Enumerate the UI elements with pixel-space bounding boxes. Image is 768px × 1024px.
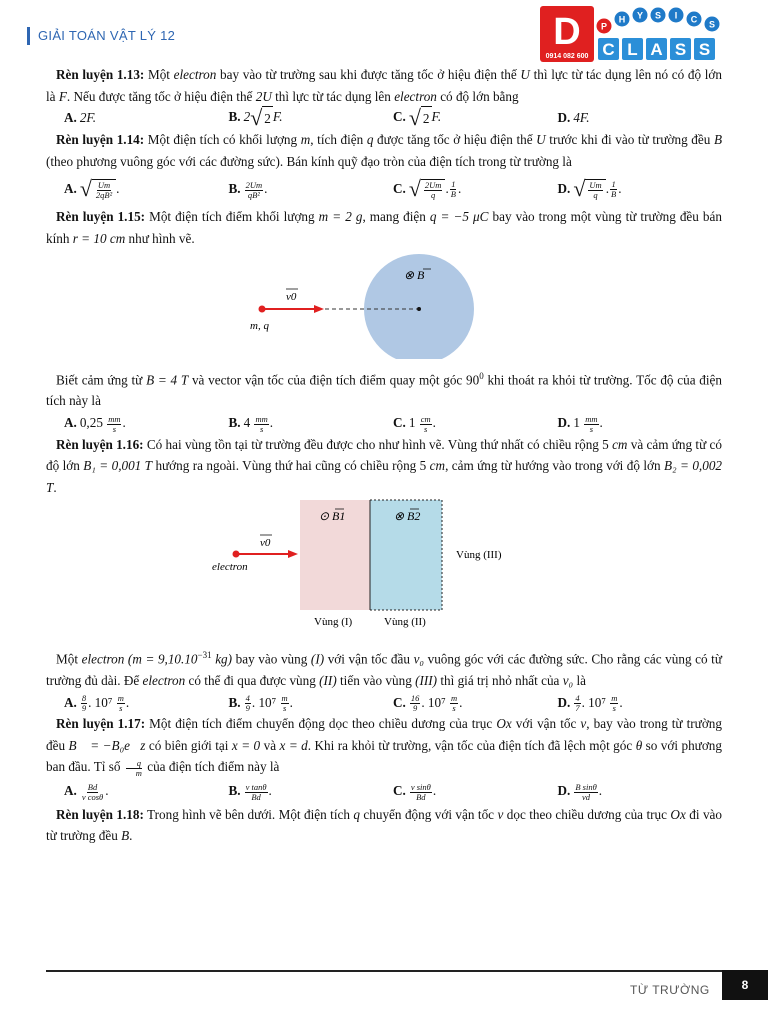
logo-class-letter: S <box>674 40 687 59</box>
exercise-label: Rèn luyện 1.14: <box>56 132 145 147</box>
option-b: B. 4 $\frac{mm}{s}$ . <box>228 413 274 434</box>
exercise-1-13: Rèn luyện 1.13: Một electron bay vào từ trường sau khi được tăng tốc ở hiệu điện thế U thì lực từ tác dụng lên nó có độ lớn là F. Nếu được tăng tốc ở hiệu điện thế 2U thì lực từ tác dụng lên electron có độ lớn bằng <box>46 67 722 104</box>
option-a: A. 2F. <box>64 110 97 126</box>
logo-physics-letter: C <box>690 14 698 25</box>
logo-d-letter: D <box>553 11 581 53</box>
logo-phone: 0914 082 600 <box>545 53 589 60</box>
option-c: C. 1 $\frac{cm}{s}$ . <box>393 413 436 434</box>
option-b: B. 2 √ 2 F. <box>228 105 283 131</box>
velocity-arrow-head <box>314 305 324 313</box>
logo-class-letter: A <box>650 40 663 59</box>
footer-divider <box>46 970 722 972</box>
electron-label: electron <box>212 561 248 574</box>
page-header-title: GIẢI TOÁN VẬT LÝ 12 <box>38 28 176 43</box>
charge-point <box>259 306 266 313</box>
page-content <box>46 64 722 847</box>
answer-options <box>46 691 722 713</box>
exercise-1-18: Rèn luyện 1.18: Trong hình vẽ bên dưới. Một điện tích q chuyển động với vận tốc v dọc theo chiều dương của trục Ox đi vào từ trường đều B. <box>46 806 722 844</box>
exercise-label: Rèn luyện 1.15: <box>56 209 146 224</box>
option-b: B. $\frac{4}{9}$ . 10⁷ $\frac{m}{s}$ . <box>228 693 293 713</box>
option-d: D. 4F. <box>557 110 590 126</box>
page-number: 8 <box>722 970 768 1000</box>
zone-1-label: Vùng (I) <box>314 616 353 629</box>
footer-section-title: TỪ TRƯỜNG <box>630 983 710 997</box>
option-d: D. 1 $\frac{mm}{s}$ . <box>557 413 603 434</box>
option-c: C. √ 2 F. <box>393 105 442 131</box>
exercise-1-15: Rèn luyện 1.15: Một điện tích điểm khối lượng m = 2 g, mang điện q = −5 μC bay vào trong một vùng từ trường đều bán kính r = 10 cm như hình vẽ. <box>46 209 722 246</box>
logo-physics-letter: S <box>654 10 662 21</box>
exercise-label: Rèn luyện 1.13: <box>56 67 145 82</box>
zone-2-label: Vùng (II) <box>384 616 426 629</box>
logo-physics-letter: P <box>600 21 608 32</box>
option-c: C. $\frac{16}{9}$ . 10⁷ $\frac{m}{s}$ . <box>393 693 463 713</box>
option-a: A. 0,25 $\frac{mm}{s}$ . <box>64 413 126 434</box>
answer-options <box>46 778 722 804</box>
exercise-1-16: Rèn luyện 1.16: Có hai vùng tồn tại từ trường đều được cho như hình vẽ. Vùng thứ nhất có chiều rộng 5 cm và cảm ứng từ có độ lớn B₁ = 0,001 T hướng ra ngoài. Vùng thứ hai cũng có chiều rộng 5 cm, cảm ứng từ hướng vào trong với độ lớn B₂ = 0,002 T. <box>46 436 723 495</box>
logo-physics-letter: Y <box>636 10 644 21</box>
option-a: A. $\frac{8}{9}$ . 10⁷ $\frac{m}{s}$ . <box>64 693 130 713</box>
answer-options <box>46 107 722 129</box>
logo-physics-letter: H <box>618 14 626 25</box>
circle-center <box>417 307 421 311</box>
option-c: C. $\frac{\text{v sinθ}}{Bd}$ . <box>393 781 437 802</box>
logo-physics-letter: I <box>674 10 678 21</box>
exercise-1-14: Rèn luyện 1.14: Một điện tích có khối lượng m, tích điện q được tăng tốc ở hiệu điện thế U trước khi đi vào từ trường đều B (theo phương vuông góc với các đường sức). Bán kính quỹ đạo tròn của điện tích trong từ trường là <box>46 132 722 169</box>
logo-class-letter: S <box>698 40 711 59</box>
physics-class-logo <box>540 6 720 64</box>
logo-class-letter: C <box>602 40 615 59</box>
field-b-label: ⊗ B <box>404 268 425 282</box>
exercise-label: Rèn luyện 1.16: <box>56 436 144 452</box>
option-b: B. $\frac{2Um}{\text{qB²}}$ . <box>228 179 268 200</box>
logo-physics-letters <box>597 8 720 34</box>
velocity-label: v0 <box>286 291 297 303</box>
exercise-label: Rèn luyện 1.17: <box>56 716 146 732</box>
exercise-label: Rèn luyện 1.18: <box>56 806 144 822</box>
exercise-1-15-continued: Biết cảm ứng từ B = 4 T và vector vận tốc của điện tích điểm quay một góc $90^0$ khi thoát ra khỏi từ trường. Tốc độ của điện tích này là <box>46 370 723 409</box>
header-accent-bar <box>27 27 30 45</box>
zone-3-label: Vùng (III) <box>456 549 502 562</box>
b1-label: ⊙ B1 <box>319 509 346 524</box>
exercise-1-16-continued: Một electron ($m = 9,10.10^{-31}$ kg) bay vào vùng (I) với vận tốc đầu v₀ vuông góc với các đường sức. Cho rằng các vùng có từ trường đủ dài. Để electron có thể đi qua được vùng (II) tiến vào vùng (III) thì giá trị nhỏ nhất của v₀ là <box>46 649 722 688</box>
electron-velocity-arrow-head <box>288 550 298 558</box>
charge-label: m, q <box>250 320 269 332</box>
option-d: D. √ $\frac{Um}{q}$ . $\frac{1}{B}$ . <box>557 176 622 202</box>
answer-options <box>46 412 722 434</box>
option-c: C. √ $\frac{2Um}{q}$ . $\frac{1}{B}$ . <box>393 176 462 202</box>
logo-class-letters <box>598 38 715 60</box>
answer-options <box>46 172 722 206</box>
option-d: D. $\frac{\text{B sinθ}}{vd}$ . <box>557 781 603 802</box>
option-d: D. $\frac{4}{7}$ . 10⁷ $\frac{m}{s}$ . <box>557 693 623 713</box>
logo-physics-letter: S <box>708 19 716 30</box>
option-b: B. $\frac{\text{v tanθ}}{Bd}$ . <box>228 781 272 802</box>
velocity-label: v0 <box>260 537 271 550</box>
figure-two-field-regions <box>46 498 722 638</box>
electron-point <box>233 551 240 558</box>
option-a: A. √ $\frac{Um}{\text{2qB²}}$ . <box>64 176 120 202</box>
b2-label: ⊗ B2 <box>394 509 421 524</box>
figure-circular-field <box>46 249 722 359</box>
exercise-1-17: Rèn luyện 1.17: Một điện tích điểm chuyển động dọc theo chiều dương của trục Ox với vận tốc v, bay vào trong từ trường đều B⃗ = −B₀e⃗z có biên giới tại x = 0 và x = d. Khi ra khỏi từ trường, vận tốc của điện tích đã lệch một góc θ so với phương ban đầu. Tỉ số $\frac{q}{m}$ của điện tích điểm này là <box>46 716 722 778</box>
logo-class-letter: L <box>627 40 638 59</box>
option-a: A. $\frac{Bd}{\text{v cosθ}}$ . <box>64 781 109 802</box>
